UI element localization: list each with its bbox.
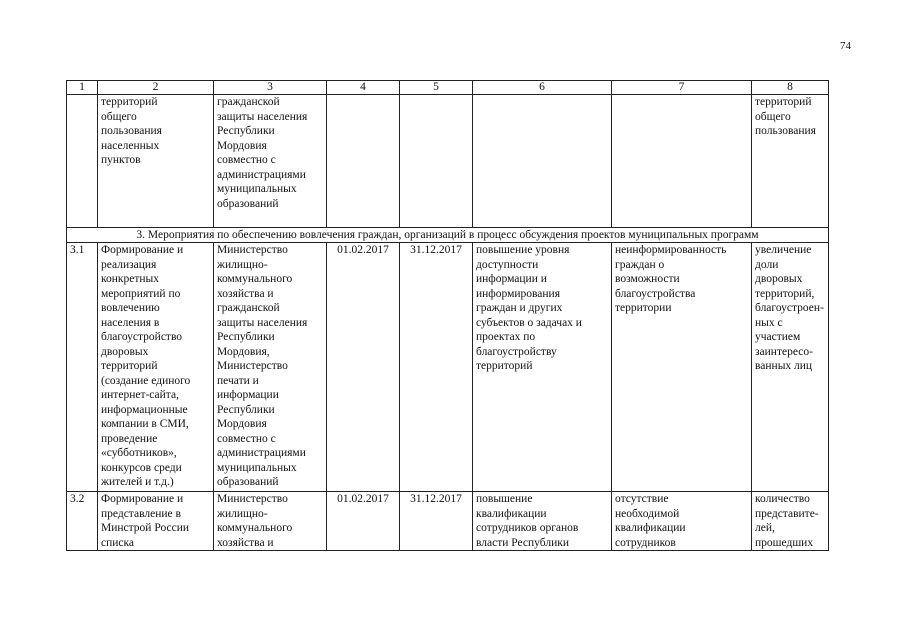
indicator-cell bbox=[752, 95, 829, 228]
activity-cell bbox=[98, 95, 214, 228]
cell-line: необходимой bbox=[615, 507, 680, 520]
cell-line: территории bbox=[615, 302, 672, 314]
cell-line: реализация bbox=[101, 258, 157, 271]
cell-line: администрациями bbox=[217, 168, 306, 181]
cell-line: совместно с bbox=[217, 432, 276, 445]
cell-line: Мордовия bbox=[217, 139, 267, 152]
cell-line: благоустройству bbox=[476, 345, 557, 358]
cell-line: Мордовия, bbox=[217, 345, 270, 358]
cell-line: доли bbox=[755, 258, 779, 271]
cell-line: участием bbox=[755, 331, 801, 343]
result-cell bbox=[473, 95, 612, 228]
cell-line: пользования bbox=[755, 125, 816, 137]
cell-line: коммунального bbox=[217, 522, 293, 534]
cell-line: хозяйства и bbox=[217, 536, 274, 549]
cell-line: дворовых bbox=[755, 273, 803, 285]
cell-line: квалификации bbox=[615, 522, 686, 534]
cell-line: граждан о bbox=[615, 258, 665, 271]
cell-line: сотрудников bbox=[615, 536, 676, 549]
cell-line: власти Республики bbox=[476, 536, 569, 549]
column-number: 5 bbox=[400, 81, 473, 95]
result-cell bbox=[473, 243, 612, 492]
cell-line: Республики bbox=[217, 331, 275, 343]
cell-line: Мордовия bbox=[217, 418, 267, 430]
cell-line: мероприятий по bbox=[101, 287, 181, 300]
cell-line: (создание единого bbox=[101, 374, 191, 387]
row-number-cell bbox=[67, 95, 98, 228]
activity-cell bbox=[98, 243, 214, 492]
column-number: 7 bbox=[612, 81, 752, 95]
cell-line: интернет-сайта, bbox=[101, 389, 179, 401]
column-number: 8 bbox=[752, 81, 829, 95]
cell-line: пользования bbox=[101, 125, 162, 137]
cell-line: ванных лиц bbox=[755, 360, 813, 372]
cell-line: Формирование и bbox=[101, 493, 184, 505]
cell-line: компании в СМИ, bbox=[101, 418, 189, 430]
cell-line: информации и bbox=[476, 273, 547, 285]
cell-line: хозяйства и bbox=[217, 287, 274, 300]
row-number-cell: 3.2 bbox=[67, 492, 98, 551]
cell-line: ных с bbox=[755, 316, 783, 329]
cell-line: территорий bbox=[101, 96, 158, 108]
executor-cell bbox=[214, 492, 327, 551]
cell-line: повышение bbox=[476, 493, 533, 505]
cell-line: коммунального bbox=[217, 273, 293, 285]
cell-line: информации bbox=[217, 389, 279, 401]
cell-line: благоустройства bbox=[615, 287, 696, 300]
cell-line: прошедших bbox=[755, 536, 814, 549]
cell-line: печати и bbox=[217, 374, 259, 387]
cell-line: Минстрой России bbox=[101, 522, 189, 534]
cell-line: территорий bbox=[755, 96, 812, 108]
cell-line: количество bbox=[755, 493, 810, 505]
cell-line: общего bbox=[755, 110, 791, 123]
cell-line: доступности bbox=[476, 258, 539, 271]
cell-line: конкурсов среди bbox=[101, 461, 182, 474]
cell-line: дворовых bbox=[101, 345, 149, 358]
cell-line: списка bbox=[101, 536, 135, 549]
cell-line: сотрудников органов bbox=[476, 522, 579, 534]
cell-line: представите- bbox=[755, 507, 819, 520]
executor-cell bbox=[214, 95, 327, 228]
cell-line: защиты населения bbox=[217, 316, 308, 329]
cell-line: Министерство bbox=[217, 360, 288, 372]
cell-line: жилищно- bbox=[217, 258, 268, 271]
cell-line: гражданской bbox=[217, 96, 280, 108]
cell-line: Министерство bbox=[217, 493, 288, 505]
cell-line: территорий, bbox=[755, 287, 815, 300]
cell-line: информационные bbox=[101, 403, 188, 416]
cell-line: Формирование и bbox=[101, 244, 184, 256]
column-number-row bbox=[67, 81, 829, 95]
cell-line: территорий bbox=[476, 360, 533, 372]
end-date-cell: 31.12.2017 bbox=[400, 492, 473, 551]
cell-line: Республики bbox=[217, 125, 275, 137]
activity-cell bbox=[98, 492, 214, 551]
result-cell bbox=[473, 492, 612, 551]
column-number: 6 bbox=[473, 81, 612, 95]
cell-line: субъектов о задачах и bbox=[476, 316, 582, 329]
cell-line: муниципальных bbox=[217, 461, 297, 474]
cell-line: лей, bbox=[755, 522, 775, 534]
start-date-cell: 01.02.2017 bbox=[327, 492, 400, 551]
indicator-cell bbox=[752, 492, 829, 551]
consequences-cell bbox=[612, 95, 752, 228]
cell-line: «субботников», bbox=[101, 447, 177, 459]
cell-line: гражданской bbox=[217, 302, 280, 314]
executor-cell bbox=[214, 243, 327, 492]
cell-line: вовлечению bbox=[101, 302, 160, 314]
cell-line: образований bbox=[217, 197, 279, 210]
cell-line: отсутствие bbox=[615, 493, 669, 505]
cell-line: проведение bbox=[101, 432, 158, 445]
cell-line: повышение уровня bbox=[476, 244, 570, 256]
start-date-cell bbox=[327, 95, 400, 228]
cell-line: администрациями bbox=[217, 447, 306, 459]
cell-line: заинтересо- bbox=[755, 345, 813, 358]
cell-line: проектах по bbox=[476, 331, 536, 343]
consequences-cell bbox=[612, 492, 752, 551]
cell-line: увеличение bbox=[755, 244, 812, 256]
column-number: 1 bbox=[67, 81, 98, 95]
cell-line: Министерство bbox=[217, 244, 288, 256]
column-number: 4 bbox=[327, 81, 400, 95]
cell-line: квалификации bbox=[476, 507, 547, 520]
cell-line: граждан и других bbox=[476, 302, 563, 314]
column-number: 2 bbox=[98, 81, 214, 95]
start-date-cell: 01.02.2017 bbox=[327, 243, 400, 492]
cell-line: пунктов bbox=[101, 154, 141, 166]
section-title: 3. Мероприятия по обеспечению вовлечения граждан, организаций в процесс обсуждения проектов муниципальных программ bbox=[67, 228, 829, 243]
continuation-row bbox=[67, 95, 829, 228]
cell-line: представление в bbox=[101, 507, 181, 520]
consequences-cell bbox=[612, 243, 752, 492]
cell-line: возможности bbox=[615, 273, 680, 285]
cell-line: жилищно- bbox=[217, 507, 268, 520]
cell-line: общего bbox=[101, 110, 137, 123]
column-number: 3 bbox=[214, 81, 327, 95]
cell-line: неинформированность bbox=[615, 244, 727, 256]
row-number-cell: 3.1 bbox=[67, 243, 98, 492]
cell-line: территорий bbox=[101, 360, 158, 372]
cell-line: Республики bbox=[217, 403, 275, 416]
page-number: 74 bbox=[840, 40, 851, 52]
indicator-cell bbox=[752, 243, 829, 492]
cell-line: населенных bbox=[101, 139, 160, 152]
cell-line: конкретных bbox=[101, 273, 160, 285]
cell-line: информирования bbox=[476, 287, 560, 300]
end-date-cell bbox=[400, 95, 473, 228]
cell-line: муниципальных bbox=[217, 183, 297, 195]
cell-line: благоустроен- bbox=[755, 302, 824, 314]
section-heading-row bbox=[67, 228, 829, 243]
action-plan-table bbox=[66, 80, 829, 551]
cell-line: населения в bbox=[101, 316, 160, 329]
table-row bbox=[67, 243, 829, 492]
cell-line: образований bbox=[217, 476, 279, 488]
cell-line: защиты населения bbox=[217, 110, 308, 123]
end-date-cell: 31.12.2017 bbox=[400, 243, 473, 492]
cell-line: жителей и т.д.) bbox=[101, 476, 174, 488]
cell-line: совместно с bbox=[217, 154, 276, 166]
table-row bbox=[67, 492, 829, 551]
cell-line: благоустройство bbox=[101, 331, 183, 343]
